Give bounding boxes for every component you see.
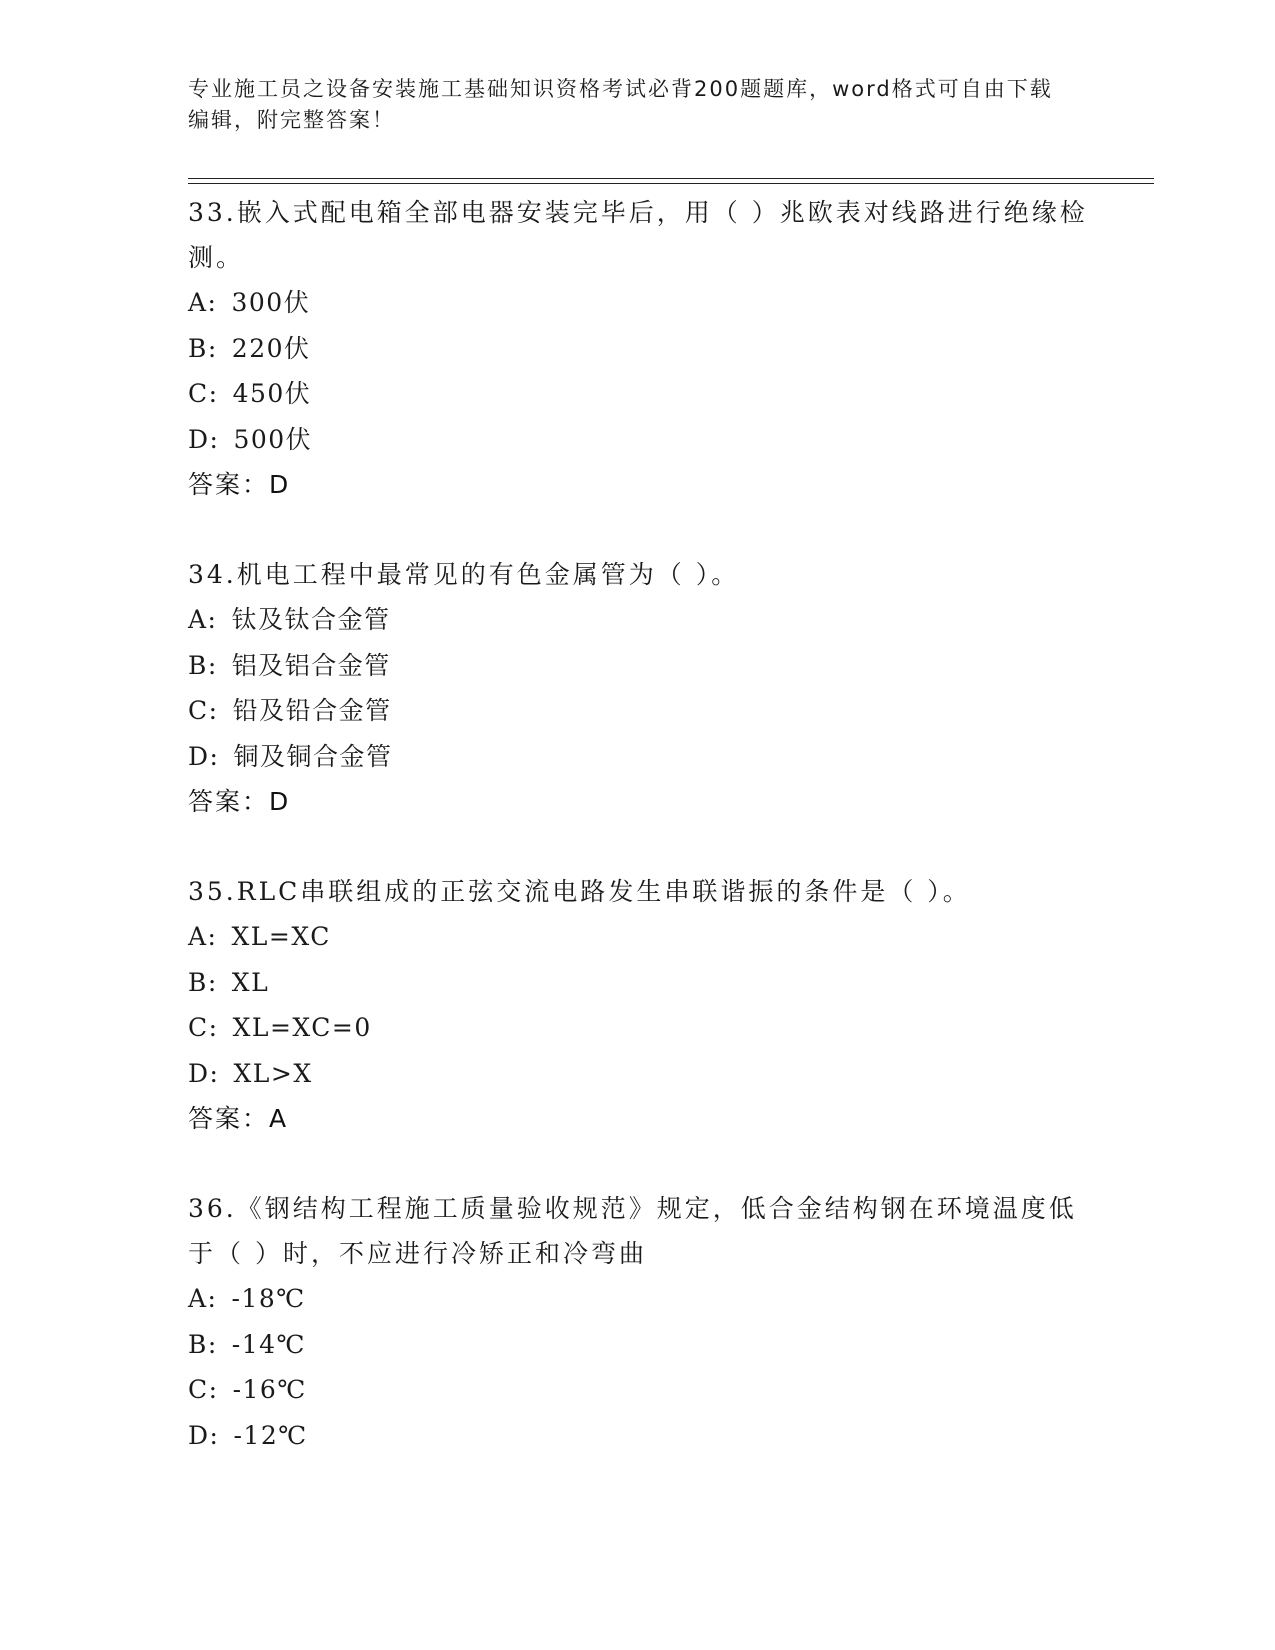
option-text: 500伏	[233, 424, 313, 454]
option-d	[188, 1051, 1088, 1097]
question-spacer	[188, 1141, 1088, 1186]
question-36	[188, 1186, 1088, 1458]
option-key: B:	[188, 650, 218, 680]
option-c	[188, 688, 1088, 734]
option-key: D:	[188, 741, 220, 771]
question-text: 34.机电工程中最常见的有色金属管为（ ）。	[188, 560, 740, 589]
answer-label: 答案：D	[188, 470, 291, 499]
document-header: 专业施工员之设备安装施工基础知识资格考试必背200题题库，word格式可自由下载编辑，附完整答案！	[188, 77, 1053, 132]
option-c	[188, 1005, 1088, 1051]
option-key: D:	[188, 424, 220, 454]
answer-label: 答案：D	[188, 787, 291, 816]
option-key: B:	[188, 333, 218, 363]
option-b	[188, 960, 1088, 1006]
option-text: -14℃	[231, 1329, 307, 1359]
option-d	[188, 734, 1088, 780]
question-text: 36.《钢结构工程施工质量验收规范》规定，低合金结构钢在环境温度低于（ ）时，不应进行冷矫正和冷弯曲	[188, 1194, 1077, 1268]
option-key: C:	[188, 696, 219, 725]
header-divider-top	[188, 178, 1154, 179]
option-text: 钛及钛合金管	[231, 605, 391, 634]
option-key: A:	[188, 605, 218, 634]
option-a	[188, 1276, 1088, 1322]
option-text: 铜及铜合金管	[233, 741, 393, 771]
question-spacer	[188, 507, 1088, 552]
question-text: 35.RLC串联组成的正弦交流电路发生串联谐振的条件是（ ）。	[188, 877, 971, 906]
answer-label: 答案：A	[188, 1104, 289, 1133]
option-key: D:	[188, 1420, 220, 1450]
option-b	[188, 643, 1088, 689]
option-text: 450伏	[232, 379, 312, 408]
option-text: 铝及铝合金管	[231, 650, 391, 680]
question-33	[188, 190, 1088, 507]
option-key: A:	[188, 922, 218, 951]
question-list	[188, 190, 1088, 1458]
question-spacer	[188, 824, 1088, 869]
option-key: A:	[188, 1284, 218, 1313]
option-text: XL>X	[233, 1058, 313, 1088]
option-c	[188, 1367, 1088, 1413]
option-key: B:	[188, 1329, 218, 1359]
option-c	[188, 371, 1088, 417]
question-text: 33.嵌入式配电箱全部电器安装完毕后，用（ ）兆欧表对线路进行绝缘检测。	[188, 198, 1088, 272]
option-b	[188, 326, 1088, 372]
option-a	[188, 914, 1088, 960]
option-d	[188, 1413, 1088, 1459]
option-text: -12℃	[233, 1420, 308, 1450]
header-divider-bottom	[188, 183, 1154, 184]
option-text: XL=XC	[231, 922, 331, 951]
option-key: D:	[188, 1058, 220, 1088]
option-a	[188, 597, 1088, 643]
option-text: XL	[231, 967, 270, 997]
option-key: C:	[188, 1375, 219, 1404]
option-d	[188, 417, 1088, 463]
option-key: C:	[188, 379, 219, 408]
option-text: 220伏	[231, 333, 311, 363]
question-34	[188, 552, 1088, 824]
option-text: XL=XC=0	[232, 1013, 372, 1042]
option-key: C:	[188, 1013, 219, 1042]
option-text: -16℃	[232, 1375, 307, 1404]
option-key: A:	[188, 288, 218, 317]
option-text: -18℃	[231, 1284, 306, 1313]
option-a	[188, 280, 1088, 326]
option-text: 铅及铅合金管	[232, 696, 392, 725]
question-35	[188, 869, 1088, 1141]
option-text: 300伏	[231, 288, 311, 317]
option-key: B:	[188, 967, 218, 997]
option-b	[188, 1322, 1088, 1368]
